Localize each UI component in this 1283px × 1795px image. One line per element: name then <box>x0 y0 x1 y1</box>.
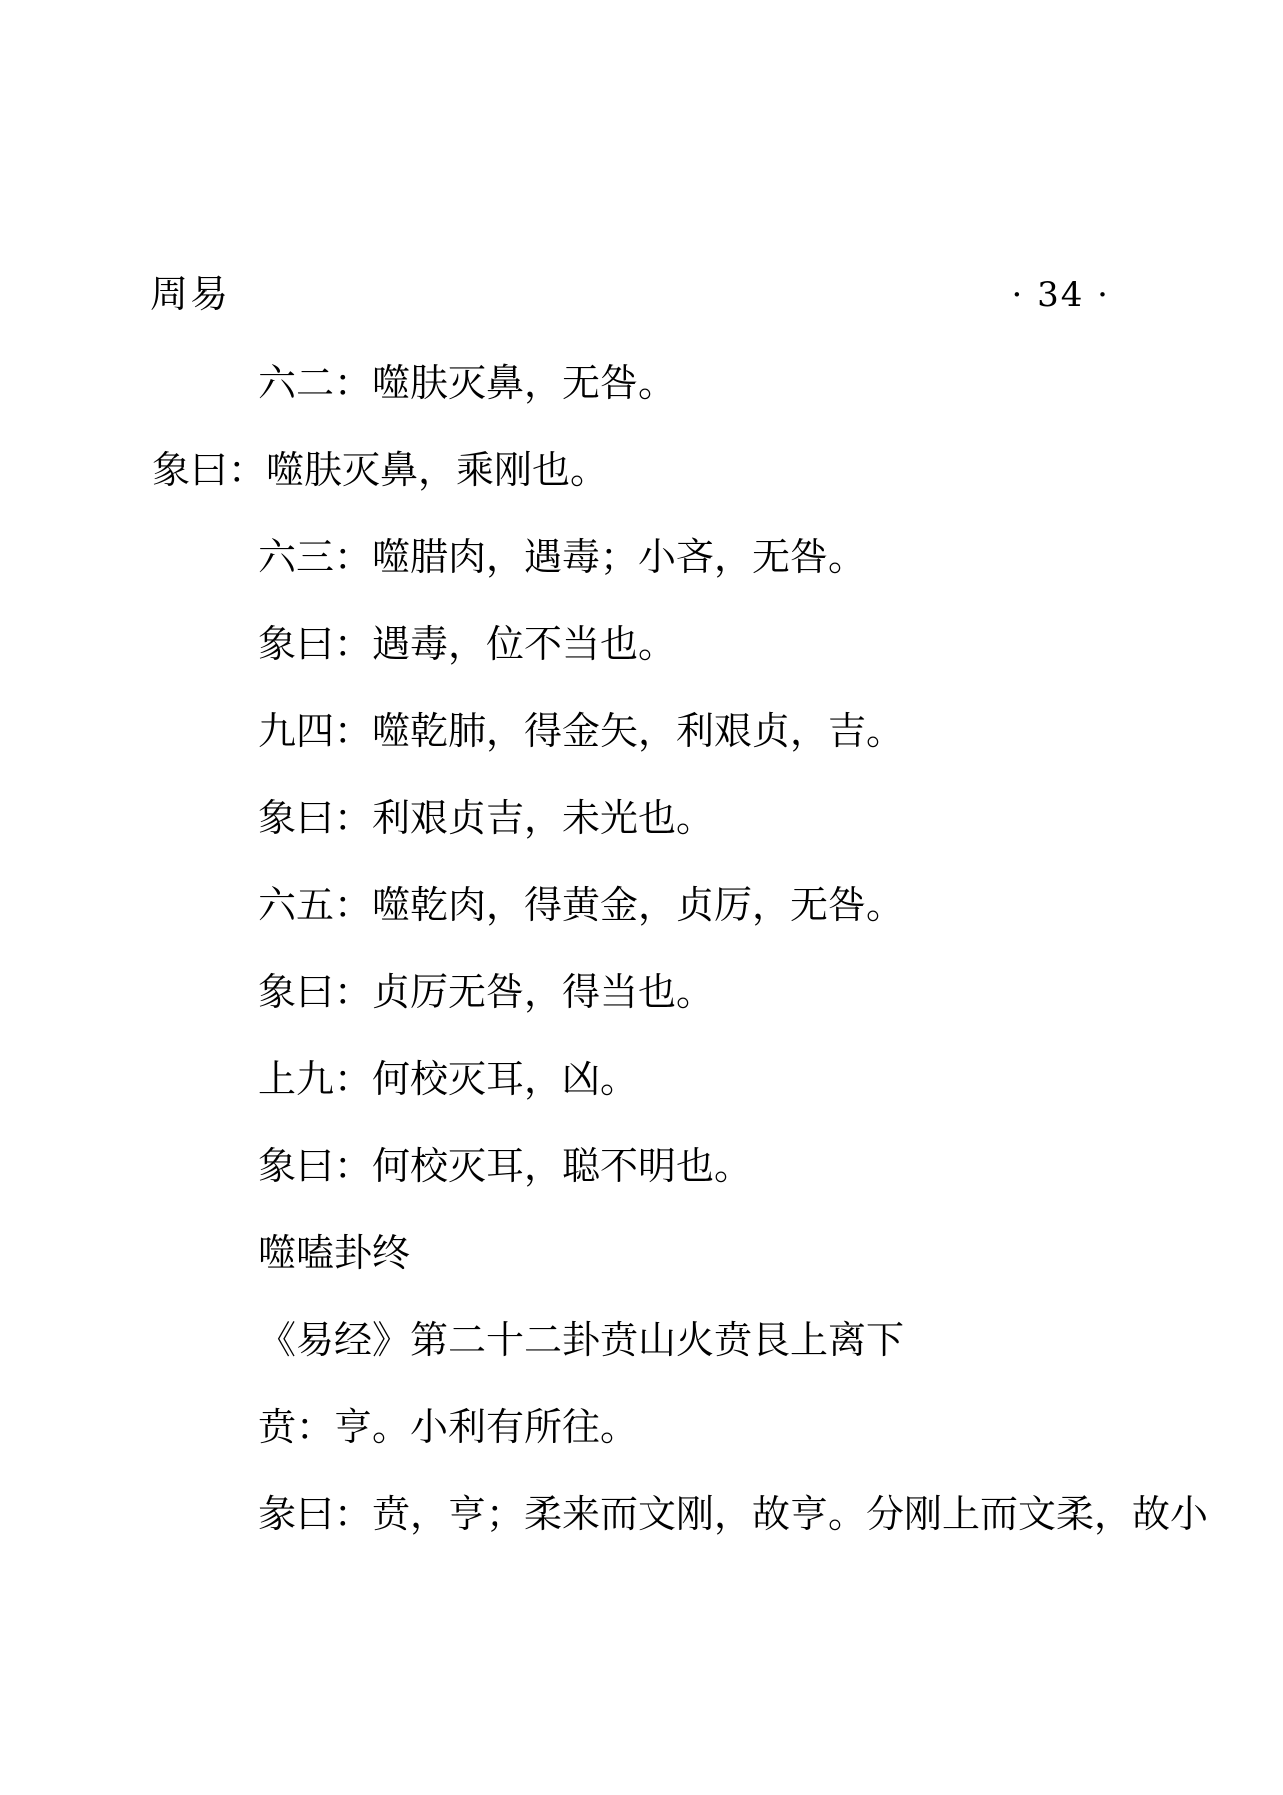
text-line: 象曰：噬肤灭鼻，乘刚也。 <box>152 448 609 492</box>
text-line: 彖曰：贲，亨；柔来而文刚，故亨。分刚上而文柔，故小 <box>258 1492 1209 1536</box>
text-line: 九四：噬乾肺，得金矢，利艰贞，吉。 <box>258 709 905 753</box>
text-line: 六三：噬腊肉，遇毒；小吝，无咎。 <box>258 535 867 579</box>
document-title: 周易 <box>150 272 231 316</box>
text-line: 噬嗑卦终 <box>258 1231 411 1275</box>
text-line: 《易经》第二十二卦贲山火贲艮上离下 <box>258 1318 905 1362</box>
page-number: · 34 · <box>1011 275 1110 315</box>
text-line: 象曰：利艰贞吉，未光也。 <box>258 796 715 840</box>
text-line: 象曰：遇毒，位不当也。 <box>258 622 677 666</box>
text-line: 六五：噬乾肉，得黄金，贞厉，无咎。 <box>258 883 905 927</box>
text-line: 象曰：贞厉无咎，得当也。 <box>258 970 715 1014</box>
text-line: 上九：何校灭耳，凶。 <box>258 1057 639 1101</box>
page-header <box>150 272 1130 316</box>
text-line: 贲：亨。小利有所往。 <box>258 1405 639 1449</box>
text-line: 象曰：何校灭耳，聪不明也。 <box>258 1144 753 1188</box>
text-line: 六二：噬肤灭鼻，无咎。 <box>258 361 677 405</box>
